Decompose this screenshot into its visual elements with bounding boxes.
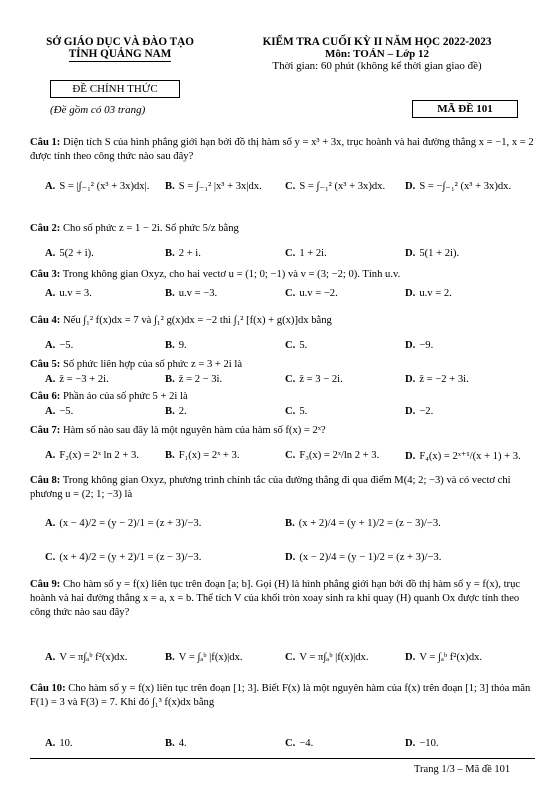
option-b[interactable]: B. z̄ = 2 − 3i.: [165, 374, 223, 385]
question-text: Nếu ∫₁² f(x)dx = 7 và ∫₁² g(x)dx = −2 thì ∫₁² [f(x) + g(x)]dx bằng: [62, 315, 332, 326]
question-label: Câu 8:: [30, 475, 61, 486]
option-b[interactable]: B. (x + 2)/4 = (y + 1)/2 = (z − 3)/−3.: [285, 518, 441, 529]
option-a[interactable]: A. S = |∫₋₁² (x³ + 3x)dx|.: [45, 181, 150, 192]
option-b[interactable]: B. 9.: [165, 340, 187, 351]
option-d[interactable]: D. F₄(x) = 2ˣ⁺¹/(x + 1) + 3.: [405, 451, 521, 462]
option-a[interactable]: A. −5.: [45, 340, 74, 351]
question-text: Cho hàm số y = f(x) liên tục trên đoạn [a; b]. Gọi (H) là hình phẳng giới hạn bởi đồ thị hàm số y = f(x), trục hoành và hai đường thẳng x = a, x = b. Thể tích V của khối tròn xoay sinh ra khi quay (H) quanh Ox được tính theo công thức nào sau đây?: [30, 579, 521, 618]
option-c[interactable]: C. 5.: [285, 340, 308, 351]
question-text: Trong không gian Oxyz, phương trình chính tắc của đường thẳng đi qua điểm M(4; 2; −3) và có vectơ chỉ phương u = (2; 1; −3) là: [30, 475, 511, 500]
option-c[interactable]: C. z̄ = 3 − 2i.: [285, 374, 343, 385]
option-b[interactable]: B. u.v = −3.: [165, 288, 218, 299]
department: SỞ GIÁO DỤC VÀ ĐÀO TẠO: [46, 36, 194, 48]
option-b[interactable]: B. 2 + i.: [165, 248, 201, 259]
question-10: [30, 682, 535, 710]
option-c[interactable]: C. u.v = −2.: [285, 288, 338, 299]
options-1: [45, 180, 535, 196]
option-b[interactable]: B. S = ∫₋₁² |x³ + 3x|dx.: [165, 181, 262, 192]
question-label: Câu 9:: [30, 579, 61, 590]
question-text: Cho số phức z = 1 − 2i. Số phức 5/z bằng: [62, 223, 239, 234]
options-5: [45, 374, 535, 390]
question-2: [30, 222, 535, 236]
question-label: Câu 4:: [30, 315, 61, 326]
question-text: Số phức liên hợp của số phức z = 3 + 2i là: [62, 359, 243, 370]
option-a[interactable]: A. 10.: [45, 738, 73, 749]
option-d[interactable]: D. −9.: [405, 340, 434, 351]
subject: Môn: TOÁN – Lớp 12: [324, 48, 430, 60]
question-label: Câu 10:: [30, 683, 66, 694]
option-d[interactable]: D. −2.: [405, 406, 434, 417]
question-label: Câu 2:: [30, 223, 61, 234]
options-3: [45, 288, 535, 304]
pages-note: (Đề gồm có 03 trang): [50, 104, 146, 116]
question-label: Câu 1:: [30, 137, 61, 148]
options-6: [45, 406, 535, 422]
question-label: Câu 3:: [30, 269, 61, 280]
option-d[interactable]: D. z̄ = −2 + 3i.: [405, 374, 469, 385]
option-a[interactable]: A. 5(2 + i).: [45, 248, 94, 259]
options-7: [45, 450, 535, 466]
question-text: Trong không gian Oxyz, cho hai vectơ u = (1; 0; −1) và v = (3; −2; 0). Tính u.v.: [62, 269, 401, 280]
question-6: [30, 390, 535, 404]
header-left: [30, 36, 210, 62]
option-c[interactable]: C. −4.: [285, 738, 314, 749]
question-label: Câu 5:: [30, 359, 61, 370]
question-7: [30, 424, 535, 438]
option-b[interactable]: B. F₁(x) = 2ˣ + 3.: [165, 450, 240, 461]
option-a[interactable]: A. −5.: [45, 406, 74, 417]
option-d[interactable]: D. 5(1 + 2i).: [405, 248, 460, 259]
question-label: Câu 7:: [30, 425, 61, 436]
option-c[interactable]: C. 5.: [285, 406, 308, 417]
page-footer: Trang 1/3 – Mã đề 101: [414, 764, 511, 775]
question-text: Cho hàm số y = f(x) liên tục trên đoạn [1; 3]. Biết F(x) là một nguyên hàm của f(x) trên đoạn [1; 3] thỏa mãn F(1) = 3 và F(3) = 7. Khi đó ∫₁³ f(x)dx bằng: [30, 683, 531, 708]
option-c[interactable]: C. 1 + 2i.: [285, 248, 327, 259]
option-a[interactable]: A. (x − 4)/2 = (y − 2)/1 = (z + 3)/−3.: [45, 518, 202, 529]
header-right: [222, 36, 532, 72]
time-limit: Thời gian: 60 phút (không kể thời gian giao đề): [272, 60, 482, 72]
option-d[interactable]: D. −10.: [405, 738, 439, 749]
question-3: [30, 268, 535, 282]
option-a[interactable]: A. u.v = 3.: [45, 288, 92, 299]
question-label: Câu 6:: [30, 391, 61, 402]
option-d[interactable]: D. V = ∫ₐᵇ f²(x)dx.: [405, 652, 483, 663]
option-d[interactable]: D. u.v = 2.: [405, 288, 452, 299]
footer-divider: [30, 758, 535, 759]
options-8-row2: [45, 552, 535, 568]
option-d[interactable]: D. (x − 2)/4 = (y − 1)/2 = (z + 3)/−3.: [285, 552, 442, 563]
option-b[interactable]: B. V = ∫ₐᵇ |f(x)|dx.: [165, 652, 243, 663]
province: TỈNH QUẢNG NAM: [68, 48, 172, 60]
options-4: [45, 340, 535, 356]
option-a[interactable]: A. F₂(x) = 2ˣ ln 2 + 3.: [45, 450, 139, 461]
option-a[interactable]: A. z̄ = −3 + 2i.: [45, 374, 109, 385]
question-1: [30, 136, 535, 164]
option-c[interactable]: C. (x + 4)/2 = (y + 2)/1 = (z − 3)/−3.: [45, 552, 202, 563]
option-a[interactable]: A. V = π∫ₐᵇ f²(x)dx.: [45, 652, 128, 663]
option-d[interactable]: D. S = −∫₋₁² (x³ + 3x)dx.: [405, 181, 512, 192]
question-4: [30, 314, 535, 328]
option-c[interactable]: C. S = ∫₋₁² (x³ + 3x)dx.: [285, 181, 386, 192]
option-c[interactable]: C. V = π∫ₐᵇ |f(x)|dx.: [285, 652, 369, 663]
question-8: [30, 474, 535, 502]
question-text: Hàm số nào sau đây là một nguyên hàm của hàm số f(x) = 2ˣ?: [62, 425, 326, 436]
exam-code: MÃ ĐỀ 101: [412, 100, 518, 118]
option-b[interactable]: B. 4.: [165, 738, 187, 749]
options-9: [45, 652, 535, 668]
option-b[interactable]: B. 2.: [165, 406, 187, 417]
exam-title: KIỂM TRA CUỐI KỲ II NĂM HỌC 2022-2023: [262, 36, 492, 48]
question-text: Diện tích S của hình phẳng giới hạn bởi đồ thị hàm số y = x³ + 3x, trục hoành và hai đường thẳng x = −1, x = 2 được tính theo công thức nào sau đây?: [30, 137, 534, 162]
question-9: [30, 578, 535, 620]
options-10: [45, 738, 535, 754]
question-5: [30, 358, 535, 372]
options-2: [45, 248, 535, 264]
official-badge: ĐỀ CHÍNH THỨC: [50, 80, 180, 98]
question-text: Phần ảo của số phức 5 + 2i là: [62, 391, 188, 402]
options-8-row1: [45, 518, 535, 534]
option-c[interactable]: C. F₃(x) = 2ˣ/ln 2 + 3.: [285, 450, 380, 461]
